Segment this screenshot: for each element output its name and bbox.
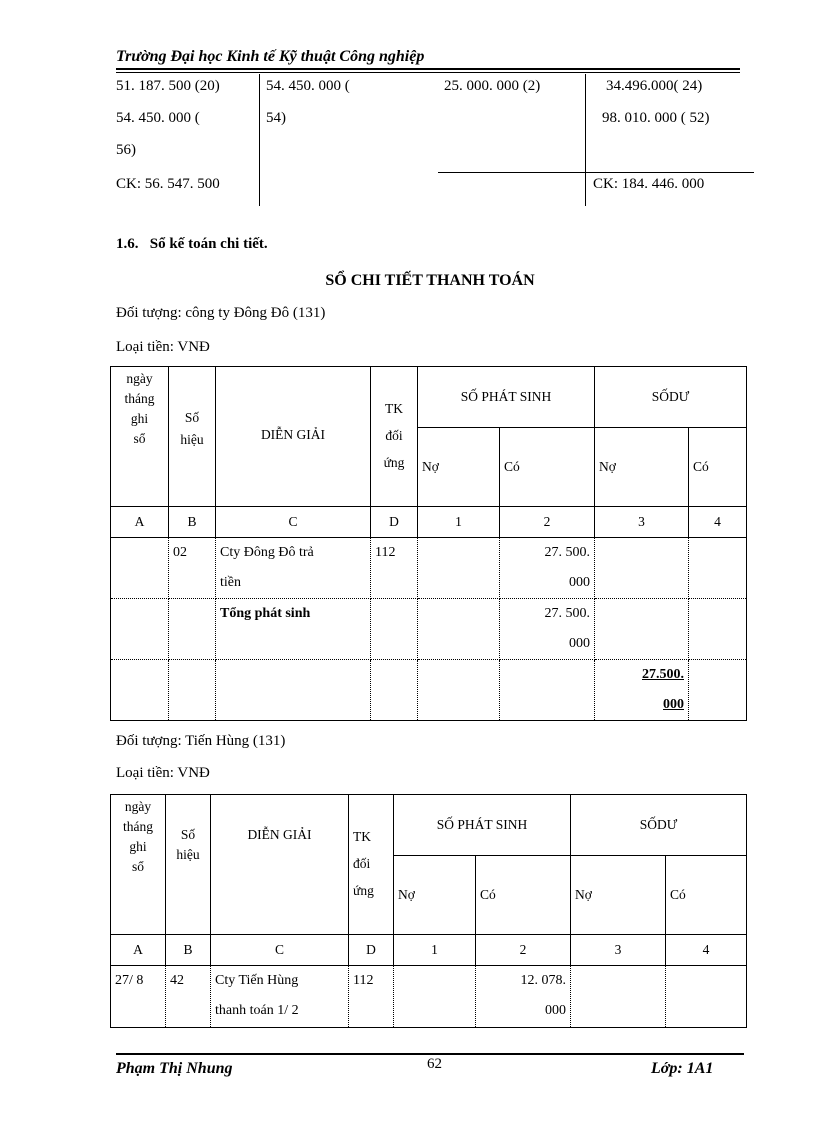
date-cell — [111, 599, 169, 660]
bal-credit-cell — [689, 538, 747, 599]
description-text: thanh toán 1/ 2 — [215, 1003, 299, 1018]
bal-debit-cell — [595, 599, 689, 660]
header-text: tháng — [123, 819, 153, 834]
amount-text: 27. 500. — [544, 606, 590, 621]
description-text: Cty Đông Đô trả — [220, 545, 314, 560]
col-description-header: DIỄN GIẢI — [216, 367, 371, 507]
header-text: tháng — [124, 391, 155, 406]
description-text: tiền — [220, 575, 241, 590]
t-entry: 54. 450. 000 ( — [266, 78, 350, 94]
code-cell: C — [211, 935, 349, 966]
t-entry: 56) — [116, 142, 136, 158]
balance-total: 27.500. — [642, 667, 684, 682]
number-cell: 42 — [166, 966, 211, 1028]
t-entry: 98. 010. 000 ( 52) — [602, 110, 710, 126]
code-cell: 3 — [595, 507, 689, 538]
code-cell: 4 — [689, 507, 747, 538]
account-cell — [371, 660, 418, 721]
t-entry: 34.496.000( 24) — [606, 78, 703, 94]
credit-cell — [500, 599, 595, 660]
header-text: ứng — [353, 883, 374, 898]
number-cell — [169, 599, 216, 660]
t-divider — [259, 74, 260, 206]
description-cell — [216, 538, 371, 599]
date-cell — [111, 660, 169, 721]
account-cell: 112 — [371, 538, 418, 599]
amount-text: 000 — [569, 636, 590, 651]
t-entry: 51. 187. 500 (20) — [116, 78, 220, 94]
bal-debit-cell — [571, 966, 666, 1028]
col-date-header — [111, 795, 166, 935]
header-text: TK — [353, 829, 371, 844]
header-text: Số — [184, 410, 200, 425]
col-credit-header: Có — [500, 428, 595, 507]
bal-credit-cell — [689, 599, 747, 660]
col-incurred-header: SỐ PHÁT SINH — [418, 367, 595, 428]
header-text: sổ — [131, 859, 144, 874]
col-debit-header: Nợ — [394, 856, 476, 935]
header-rule — [116, 68, 740, 70]
header-rule-thin — [116, 72, 740, 73]
table-row — [111, 660, 747, 721]
bal-credit-cell — [666, 966, 747, 1028]
header-text: ngày — [124, 799, 152, 814]
account-cell — [371, 599, 418, 660]
credit-cell — [500, 660, 595, 721]
col-date-header — [111, 367, 169, 507]
bal-debit-cell — [595, 538, 689, 599]
header-text: đối — [385, 428, 403, 443]
document-title: SỔ CHI TIẾT THANH TOÁN — [325, 272, 535, 289]
bal-credit-cell — [689, 660, 747, 721]
section-number: 1.6. — [116, 236, 139, 252]
ledger1-table — [110, 366, 747, 721]
date-cell: 27/ 8 — [111, 966, 166, 1028]
debit-cell — [418, 599, 500, 660]
section-heading — [116, 236, 268, 253]
col-account-header — [371, 367, 418, 507]
page-number: 62 — [427, 1056, 442, 1072]
header-text: hiệu — [180, 432, 204, 447]
account-cell: 112 — [349, 966, 394, 1028]
description-cell — [211, 966, 349, 1028]
debit-cell — [394, 966, 476, 1028]
number-cell — [169, 660, 216, 721]
col-bal-credit-header: Có — [666, 856, 747, 935]
amount-text: 27. 500. — [544, 545, 590, 560]
t-entry: 25. 000. 000 (2) — [444, 78, 541, 94]
amount-text: 12. 078. — [520, 973, 566, 988]
code-cell: 4 — [666, 935, 747, 966]
col-bal-credit-header: Có — [689, 428, 747, 507]
header-text: ứng — [383, 455, 405, 470]
credit-cell — [476, 966, 571, 1028]
ledger2-object: Đối tượng: Tiến Hùng (131) — [116, 733, 286, 749]
header-text: hiệu — [176, 847, 200, 862]
col-number-header — [169, 367, 216, 507]
header-text: ghi — [130, 411, 149, 426]
bal-debit-cell — [595, 660, 689, 721]
header-text: ghi — [129, 839, 147, 854]
amount-text: 000 — [569, 575, 590, 590]
t-balance: CK: 56. 547. 500 — [116, 176, 220, 192]
col-credit-header: Có — [476, 856, 571, 935]
ledger2-table — [110, 794, 747, 1028]
date-cell — [111, 538, 169, 599]
ledger1-object: Đối tượng: công ty Đông Đô (131) — [116, 305, 326, 321]
col-bal-debit-header: Nợ — [595, 428, 689, 507]
col-number-header — [166, 795, 211, 935]
code-cell: 1 — [394, 935, 476, 966]
t-balance: CK: 184. 446. 000 — [593, 176, 705, 192]
code-cell: A — [111, 935, 166, 966]
description-cell: Tổng phát sinh — [216, 599, 371, 660]
code-cell: 1 — [418, 507, 500, 538]
page-header: Trường Đại học Kinh tế Kỹ thuật Công nghiệp — [116, 48, 425, 65]
col-account-header — [349, 795, 394, 935]
header-text: Số — [180, 827, 196, 842]
balance-total: 000 — [663, 697, 684, 712]
ledger1-currency: Loại tiền: VNĐ — [116, 339, 210, 355]
table-row — [111, 966, 747, 1028]
code-cell: D — [349, 935, 394, 966]
debit-cell — [418, 538, 500, 599]
footer-author: Phạm Thị Nhung — [116, 1060, 233, 1077]
header-text: TK — [385, 401, 403, 416]
ledger2-currency: Loại tiền: VNĐ — [116, 765, 210, 781]
description-text: Cty Tiến Hùng — [215, 973, 299, 988]
footer-rule — [116, 1053, 744, 1055]
table-row — [111, 538, 747, 599]
section-title: Sổ kế toán chi tiết. — [149, 236, 268, 252]
col-balance-header: SỐDƯ — [595, 367, 747, 428]
code-cell: A — [111, 507, 169, 538]
debit-cell — [418, 660, 500, 721]
t-entry: 54. 450. 000 ( — [116, 110, 200, 126]
col-balance-header: SỐDƯ — [571, 795, 747, 856]
amount-text: 000 — [545, 1003, 566, 1018]
code-cell: 2 — [476, 935, 571, 966]
code-cell: 2 — [500, 507, 595, 538]
header-text: sổ — [133, 431, 146, 446]
t-entry: 54) — [266, 110, 286, 126]
t-divider — [585, 74, 586, 206]
col-debit-header: Nợ — [418, 428, 500, 507]
code-cell: C — [216, 507, 371, 538]
header-text: đối — [353, 856, 371, 871]
credit-cell — [500, 538, 595, 599]
code-cell: 3 — [571, 935, 666, 966]
code-cell: D — [371, 507, 418, 538]
description-cell — [216, 660, 371, 721]
number-cell: 02 — [169, 538, 216, 599]
code-cell: B — [166, 935, 211, 966]
col-description-header: DIỄN GIẢI — [211, 795, 349, 935]
footer-class: Lớp: 1A1 — [651, 1060, 714, 1077]
code-cell: B — [169, 507, 216, 538]
table-row — [111, 599, 747, 660]
t-underline — [438, 172, 754, 173]
header-text: ngày — [126, 371, 153, 386]
col-bal-debit-header: Nợ — [571, 856, 666, 935]
col-incurred-header: SỐ PHÁT SINH — [394, 795, 571, 856]
